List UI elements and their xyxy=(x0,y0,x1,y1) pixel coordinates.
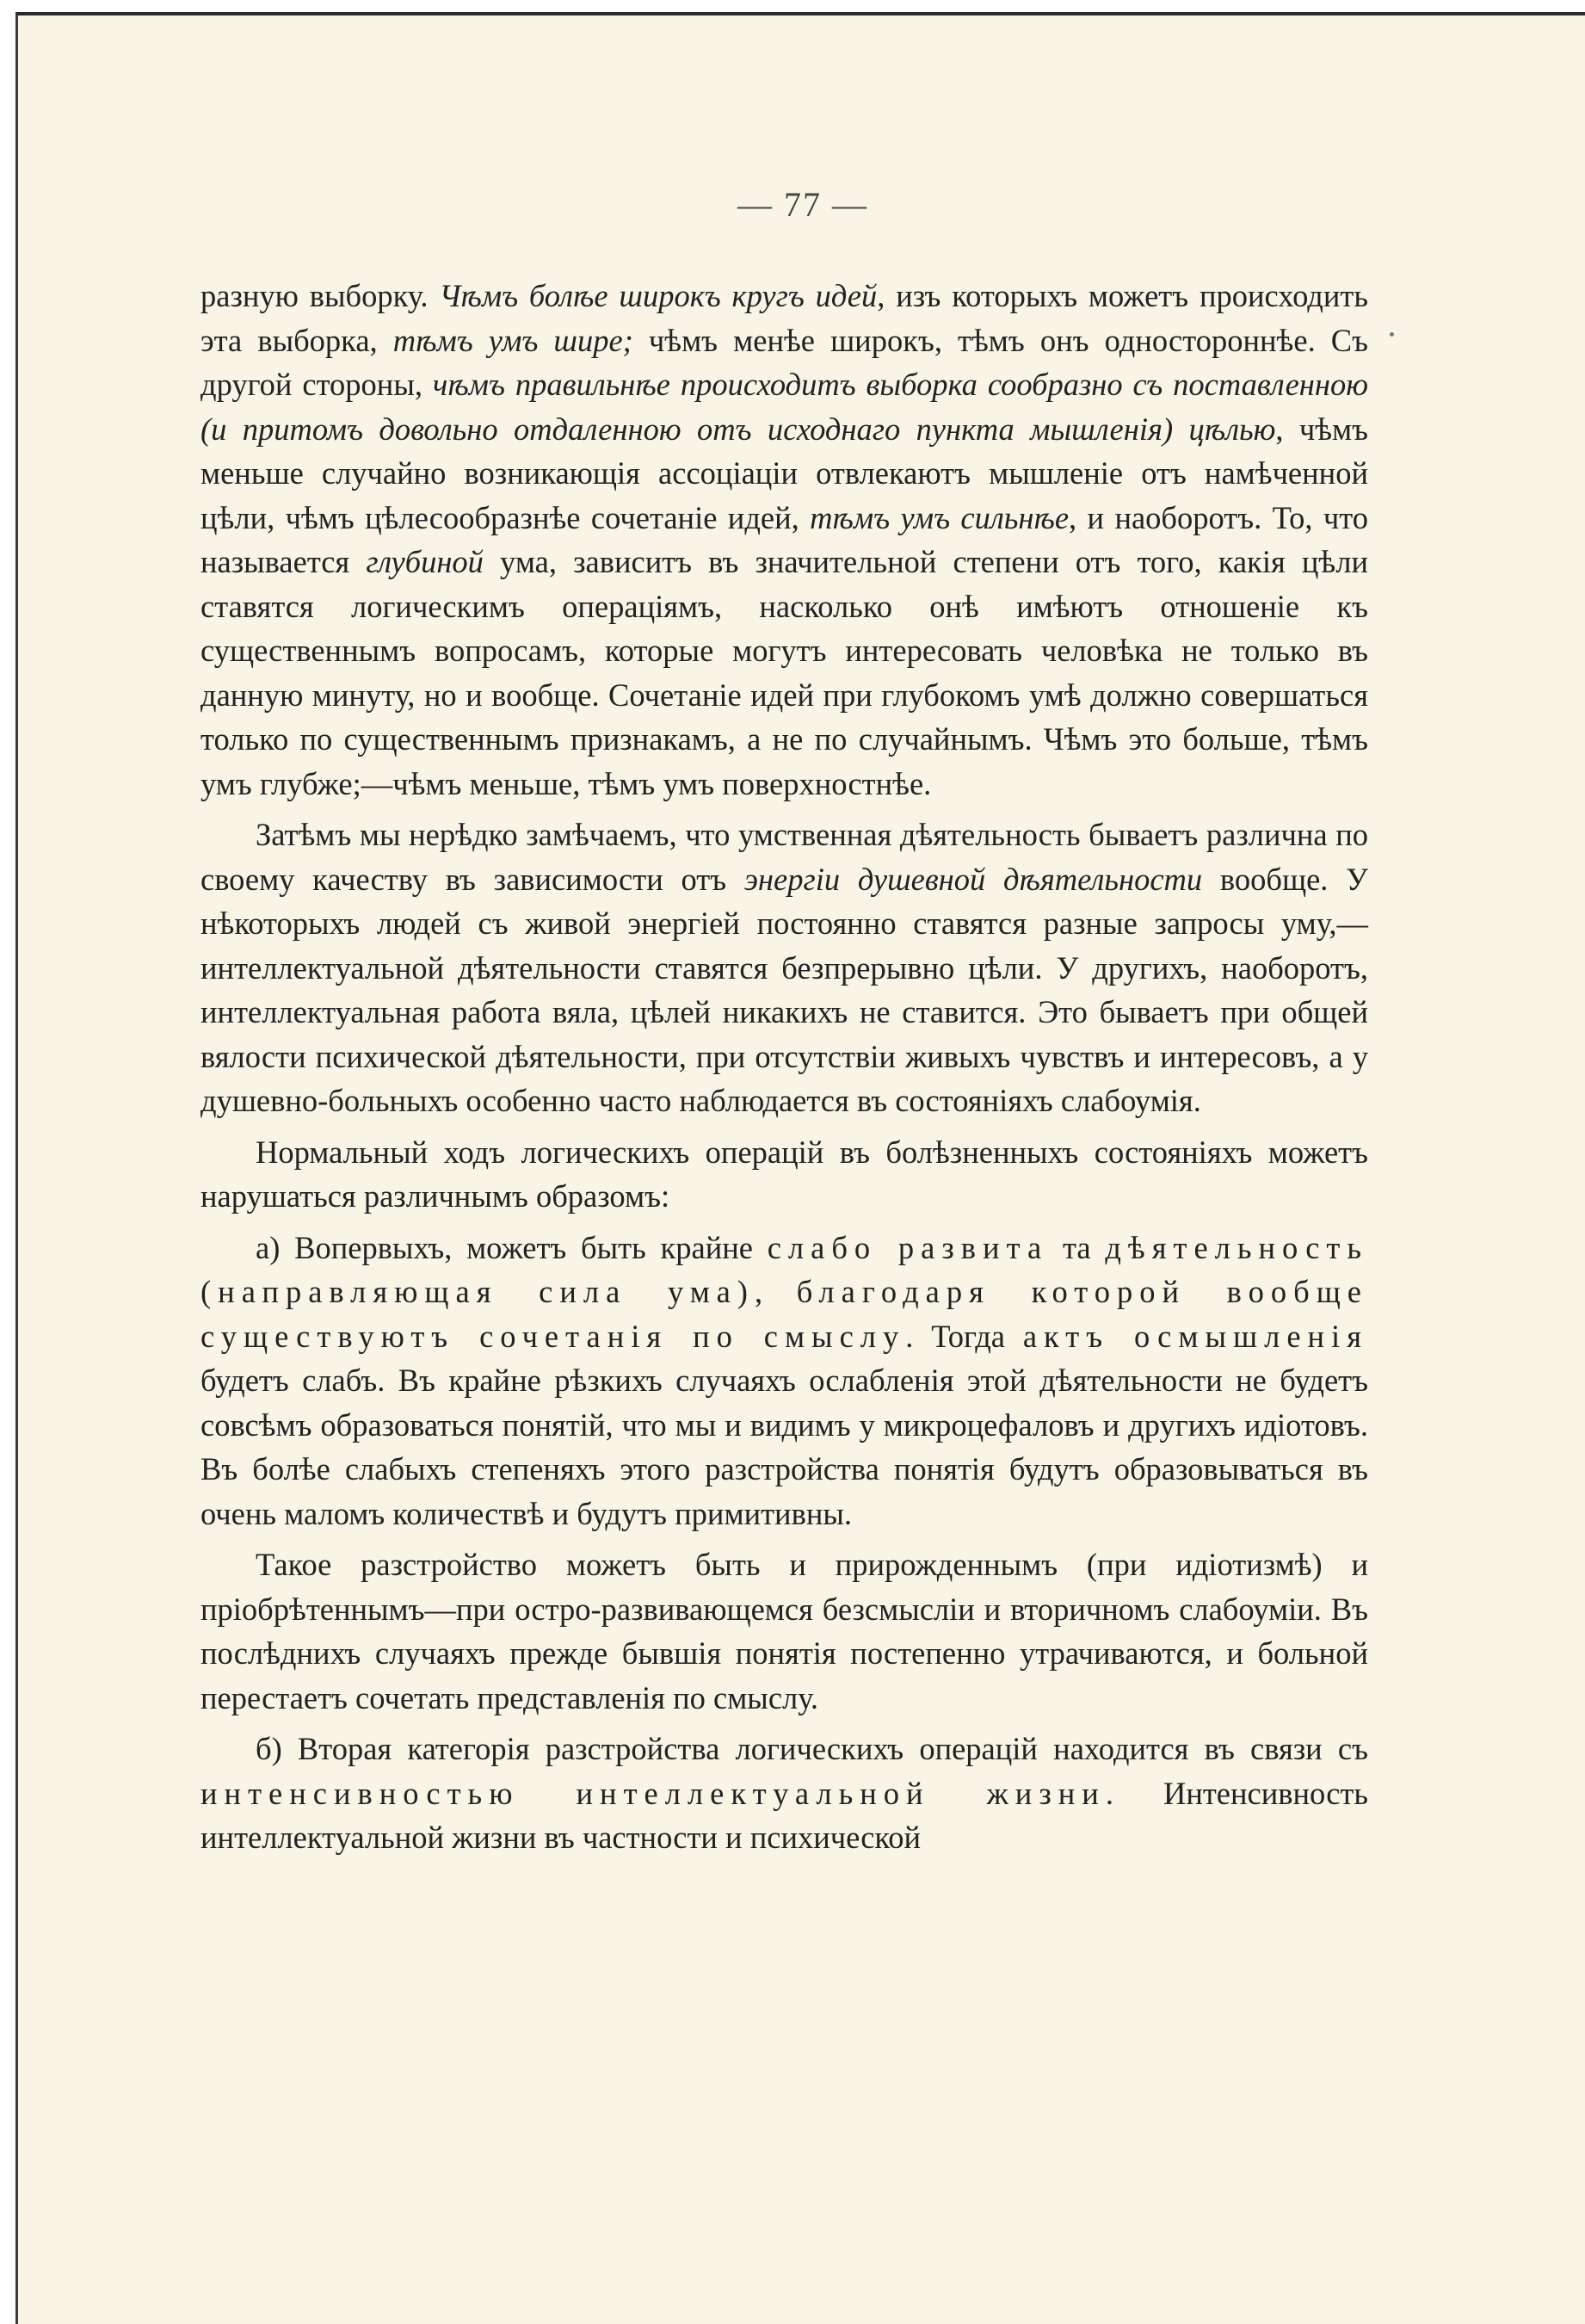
text-run: вообще. У нѣкоторыхъ людей съ живой энергіей постоянно ставятся разные запросы уму,—интеллектуальной дѣятельности ставятся безпрерывно цѣли. У другихъ, наоборотъ, интеллектуальная работа вяла, цѣлей никакихъ не ставится. Это бываетъ при общей вялости психической дѣятельности, при отсутствіи живыхъ чувствъ и интересовъ, а у душевно-больныхъ особенно часто наблюдается въ состояніяхъ слабоумія. xyxy=(200,861,1368,1118)
text-run: , чѣмъ меньше случайно возникающія ассоціаціи отвлекаютъ мышленіе отъ намѣченной цѣли, чѣмъ цѣлесообразнѣе сочетаніе идей, xyxy=(200,411,1368,535)
italic-emphasis: тѣмъ умъ сильнѣе xyxy=(810,499,1070,535)
text-run: б) Вторая категорія разстройства логическихъ операцій находится въ связи съ xyxy=(256,1731,1368,1766)
text-run: будетъ слабъ. Въ крайне рѣзкихъ случаяхъ ослабленія этой дѣятельности не будетъ совсѣмъ образоваться понятій, что мы и видимъ у микроцефаловъ и другихъ идіотовъ. Въ болѣе слабыхъ степеняхъ этого разстройства понятія будутъ образовываться въ очень маломъ количествѣ и будутъ примитивны. xyxy=(200,1363,1368,1531)
italic-emphasis: чѣмъ правильнѣе происходитъ выборка сообразно съ поставленною (и притомъ довольно отдаленною отъ исходнаго пункта мышленія) цѣлью xyxy=(200,367,1368,447)
spaced-emphasis: актъ осмышленія xyxy=(1022,1318,1368,1354)
text-run: та xyxy=(1048,1229,1106,1265)
text-run: чѣмъ менѣе широкъ, тѣмъ онъ одностороннѣе. Съ другой стороны, xyxy=(200,322,1368,402)
body-text xyxy=(200,274,1368,1867)
text-run: . Интенсивность интеллектуальной жизни въ частности и психической xyxy=(200,1775,1368,1855)
text-run: а) Вопервыхъ, можетъ быть крайне xyxy=(256,1229,768,1265)
text-run: , изъ которыхъ можетъ происходить эта выборка, xyxy=(200,278,1368,358)
italic-emphasis: тѣмъ умъ шире; xyxy=(392,322,633,358)
italic-emphasis: Чѣмъ болѣе широкъ кругъ идей xyxy=(439,278,878,313)
text-run: Нормальный ходъ логическихъ операцій въ болѣзненныхъ состояніяхъ можетъ нарушаться различнымъ образомъ: xyxy=(200,1134,1368,1214)
spaced-emphasis: дѣятельность (направляющая сила ума) xyxy=(200,1229,1368,1309)
italic-emphasis: глубиной xyxy=(366,544,484,579)
italic-emphasis: энергіи душевной дѣятельности xyxy=(743,861,1203,897)
paragraph-1 xyxy=(200,274,1368,806)
paragraph-3 xyxy=(200,1130,1368,1219)
text-run: , и наоборотъ. То, что называется xyxy=(200,499,1368,579)
spaced-emphasis: благодаря которой вообще существуютъ сочетанія по смыслу xyxy=(200,1274,1369,1354)
text-run: Затѣмъ мы нерѣдко замѣчаемъ, что умственная дѣятельность бываетъ различна по своему качеству въ зависимости отъ xyxy=(200,817,1368,897)
ink-speck xyxy=(1390,332,1394,337)
text-run: ума, зависитъ въ значительной степени отъ того, какія цѣли ставятся логическимъ операціямъ, насколько онѣ имѣютъ отношеніе къ существеннымъ вопросамъ, которые могутъ интересовать человѣка не только въ данную минуту, но и вообще. Сочетаніе идей при глубокомъ умѣ должно совершаться только по существеннымъ признакамъ, а не по случайнымъ. Чѣмъ это больше, тѣмъ умъ глубже;—чѣмъ меньше, тѣмъ умъ поверхностнѣе. xyxy=(200,544,1368,801)
text-run: разную выборку. xyxy=(200,278,440,313)
spaced-emphasis: слабо развита xyxy=(767,1229,1049,1265)
text-run: , xyxy=(754,1274,797,1309)
paragraph-2 xyxy=(200,813,1368,1123)
spaced-emphasis: интенсивностью интеллектуальной жизни xyxy=(200,1775,1106,1811)
text-run: . Тогда xyxy=(905,1318,1023,1354)
page-number: — 77 — xyxy=(737,185,868,224)
paragraph-6 xyxy=(200,1727,1368,1860)
paragraph-4 xyxy=(200,1226,1368,1536)
text-run: Такое разстройство можетъ быть и прирожденнымъ (при идіотизмѣ) и пріобрѣтеннымъ—при остро-развивающемся безсмысліи и вторичномъ слабоуміи. Въ послѣднихъ случаяхъ прежде бывшія понятія постепенно утрачиваются, и больной перестаетъ сочетать представленія по смыслу. xyxy=(200,1547,1368,1715)
paragraph-5 xyxy=(200,1542,1368,1720)
book-page xyxy=(15,12,1585,2324)
